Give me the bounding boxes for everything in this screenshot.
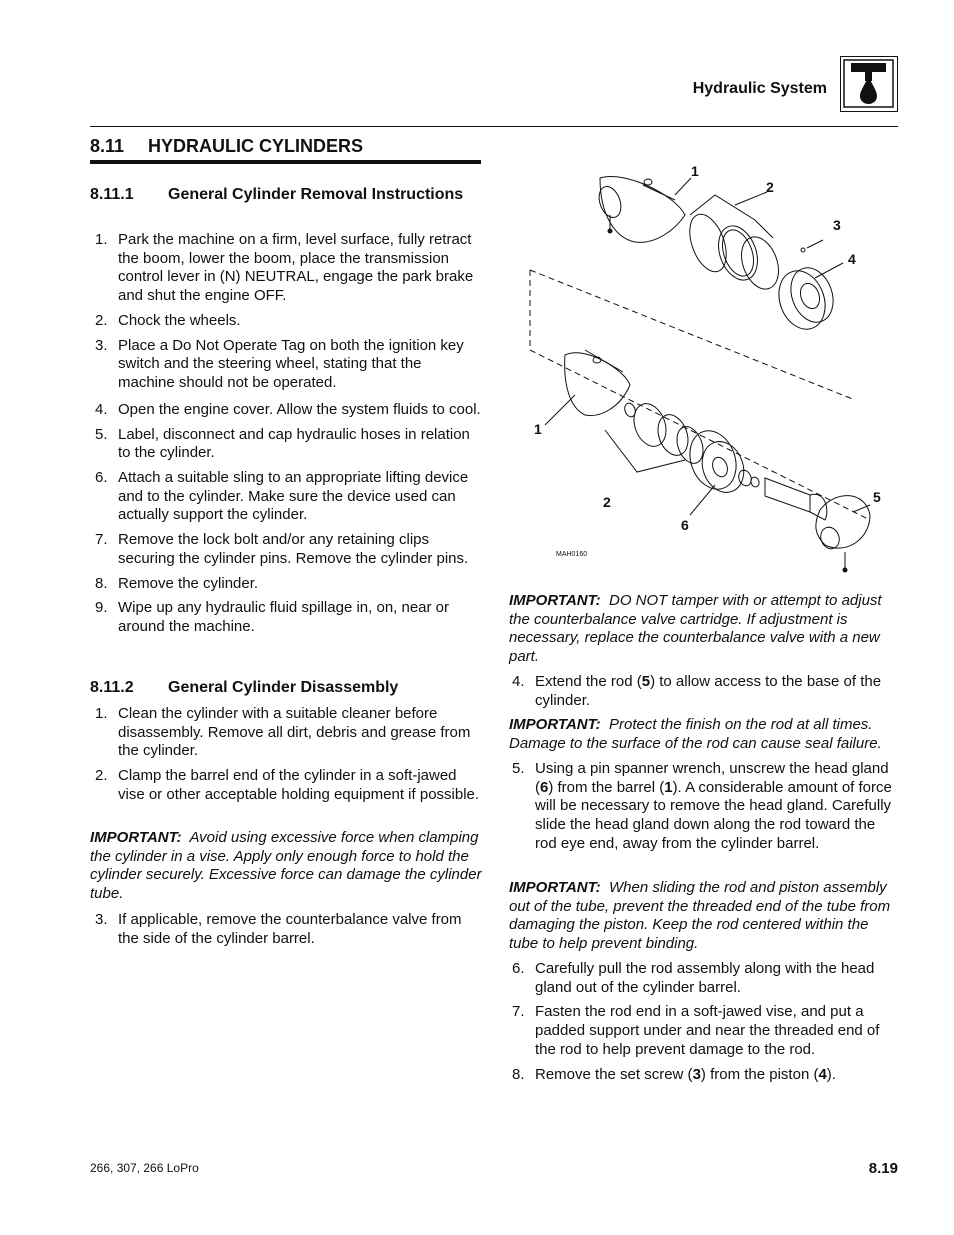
disassembly-step-5 <box>507 760 901 860</box>
header-rule <box>90 126 898 127</box>
list-item: 8. Remove the cylinder. <box>95 574 259 592</box>
subsection-title: General Cylinder Removal Instructions <box>168 186 464 203</box>
important-note-counterbalance: IMPORTANT: DO NOT tamper with or attempt to adjust the counterbalance valve cartridge. If adjustment is necessary, replace the counterbalance valve with a new part. <box>509 592 882 666</box>
list-item: 4. Extend the rod (5) to allow access to the base of the cylinder. <box>512 673 882 709</box>
list-item: 1. Park the machine on a firm, level surface, fully retract the boom, lower the boom, place the transmission control lever in (N) NEUTRAL, engage the park brake and shut the engine OFF. <box>95 231 474 305</box>
callout-2: 2 <box>603 494 611 510</box>
list-item: 3. If applicable, remove the counterbalance valve from the side of the cylinder barrel. <box>95 911 462 947</box>
callout-2: 2 <box>766 179 774 195</box>
disassembly-steps-list-b <box>90 911 482 954</box>
list-item: 7. Remove the lock bolt and/or any retaining clips securing the cylinder pins. Remove the cylinder pins. <box>95 531 469 567</box>
subsection-title: General Cylinder Disassembly <box>168 679 399 696</box>
disassembly-steps-list-a <box>90 705 482 811</box>
list-item: 2. Chock the wheels. <box>95 311 241 329</box>
important-label: IMPORTANT: <box>509 716 601 733</box>
list-item: 6. Attach a suitable sling to an appropriate lifting device and to the cylinder. Make sure the device used can actually support the cylinder. <box>95 469 469 524</box>
footer-models: 266, 307, 266 LoPro <box>90 1161 199 1175</box>
disassembly-step-4 <box>507 673 901 716</box>
list-item: 4. Open the engine cover. Allow the system fluids to cool. <box>95 400 481 418</box>
section-title <box>90 136 363 157</box>
callout-5: 5 <box>873 489 881 505</box>
section-title-text: HYDRAULIC CYLINDERS <box>148 136 364 156</box>
subsection-disassembly-heading <box>90 678 481 698</box>
cylinder-exploded-diagram <box>525 160 895 580</box>
subsection-number: 8.11.1 <box>90 186 134 203</box>
subsection-number: 8.11.2 <box>90 679 134 696</box>
callout-6: 6 <box>681 517 689 533</box>
important-note-piston: IMPORTANT: When sliding the rod and piston assembly out of the tube, prevent the threaded end of the tube from damaging the piston. Keep the rod centered within the tube to help prevent binding. <box>509 879 891 953</box>
list-item: 5. Label, disconnect and cap hydraulic hoses in relation to the cylinder. <box>95 425 470 462</box>
list-item: 9. Wipe up any hydraulic fluid spillage in, on, near or around the machine. <box>95 599 450 635</box>
section-rule <box>90 160 481 164</box>
callout-1: 1 <box>691 163 699 179</box>
callout-4: 4 <box>848 251 856 267</box>
important-note-vise: IMPORTANT: Avoid using excessive force when clamping the cylinder in a vise. Apply only enough force to hold the cylinder securely. Excessive force can damage the cylinder tube. <box>90 829 482 903</box>
important-label: IMPORTANT: <box>509 879 601 896</box>
list-item: 5. Using a pin spanner wrench, unscrew the head gland (6) from the barrel (1). A considerable amount of force will be necessary to remove the head gland. Carefully slide the head gland down along the rod toward the rod eye end, away from the cylinder barrel. <box>512 760 892 852</box>
important-label: IMPORTANT: <box>90 829 182 846</box>
list-item: 2. Clamp the barrel end of the cylinder in a soft-jawed vise or other acceptable holding equipment if possible. <box>95 767 480 803</box>
header-title: Hydraulic System <box>692 80 827 97</box>
subsection-removal-heading <box>90 185 481 225</box>
important-label: IMPORTANT: <box>509 592 601 609</box>
section-number: 8.11 <box>90 136 125 156</box>
disassembly-steps-6-8 <box>507 960 901 1090</box>
important-note-rod-finish: IMPORTANT: Protect the finish on the rod at all times. Damage to the surface of the rod can cause seal failure. <box>509 716 882 752</box>
figure-code: MAH0160 <box>556 551 588 558</box>
list-item: 7. Fasten the rod end in a soft-jawed vise, and put a padded support under and near the threaded end of the rod to help prevent damage to the rod. <box>512 1003 880 1058</box>
callout-1: 1 <box>534 421 542 437</box>
hydraulic-drop-icon <box>840 56 898 112</box>
callout-3: 3 <box>833 217 841 233</box>
removal-steps-list <box>90 231 482 643</box>
list-item: 8. Remove the set screw (3) from the piston (4). <box>512 1065 836 1083</box>
list-item: 1. Clean the cylinder with a suitable cleaner before disassembly. Remove all dirt, debris and grease from the cylinder. <box>95 705 471 760</box>
list-item: 6. Carefully pull the rod assembly along with the head gland out of the cylinder barrel. <box>512 960 875 996</box>
list-item: 3. Place a Do Not Operate Tag on both the ignition key switch and the steering wheel, stating that the machine should not be operated. <box>95 336 464 391</box>
page-number: 8.19 <box>868 1160 898 1177</box>
